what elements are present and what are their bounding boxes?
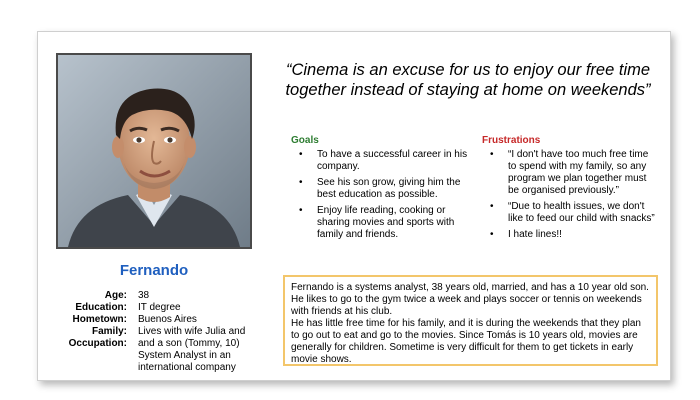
persona-info (56, 290, 286, 374)
info-value: IT degree (138, 302, 181, 313)
list-item: • To have a successful career in his company. (291, 149, 476, 173)
info-row-hometown (56, 314, 286, 326)
info-label: Education: (75, 302, 127, 313)
bio-box (283, 275, 658, 366)
info-row-age (56, 290, 286, 302)
frustrations-section (482, 135, 657, 245)
list-item: • “I don't have too much free time to spend with my family, so any program we plan together must be organised previously.” (482, 149, 657, 197)
list-item: • I hate lines!! (482, 229, 657, 241)
info-row-family (56, 326, 286, 338)
persona-quote: “Cinema is an excuse for us to enjoy our free time together instead of staying at home on weekends” (285, 61, 651, 99)
goals-section (291, 135, 476, 245)
frustrations-list (482, 149, 657, 241)
goals-title: Goals (291, 135, 319, 146)
info-label: Occupation: (68, 338, 127, 349)
list-item: • See his son grow, giving him the best education as possible. (291, 177, 476, 201)
photo-frame (56, 53, 252, 249)
info-value: 38 (138, 290, 150, 301)
info-label: Age: (104, 290, 127, 301)
info-row-education (56, 302, 286, 314)
info-row-occupation (56, 338, 286, 374)
list-item: • “Due to health issues, we don't like to feed our child with snacks” (482, 201, 657, 225)
list-item: • Enjoy life reading, cooking or sharing movies and sports with family and friends. (291, 205, 476, 241)
info-value: Lives with wife Julia and (138, 326, 246, 337)
info-label: Hometown: (72, 314, 127, 325)
portrait-photo (58, 55, 250, 247)
persona-name: Fernando (119, 262, 189, 279)
goals-list (291, 149, 476, 241)
bio-paragraph: He has little free time for his family, and it is during the weekends that they plan to go out to eat and go to the movies. Since Tomás is 10 years old, movies are generally for children. Sometime is very difficult for them to get tickets in early movie shows. (291, 318, 641, 365)
info-value: and a son (Tommy, 10) System Analyst in an international company (138, 338, 240, 373)
persona-card (37, 31, 671, 381)
info-label: Family: (91, 326, 127, 337)
bio-paragraph: Fernando is a systems analyst, 38 years old, married, and has a 10 year old son. He likes to go to the gym twice a week and plays soccer or tennis on weekends with friends at his club. (291, 282, 649, 317)
frustrations-title: Frustrations (482, 135, 541, 146)
info-value: Buenos Aires (138, 314, 197, 325)
